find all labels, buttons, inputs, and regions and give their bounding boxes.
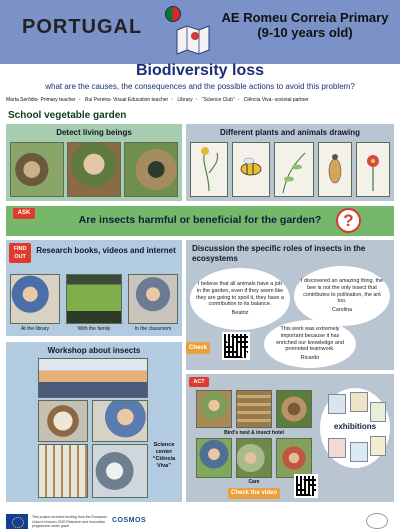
workshop-photo	[38, 400, 88, 442]
garden-photo	[67, 142, 121, 197]
workshop-photo	[38, 358, 148, 398]
check-video-button[interactable]: Check the video	[228, 488, 280, 499]
photo-caption: At the library	[20, 326, 50, 332]
drawing-photo	[356, 142, 390, 197]
panel-title	[36, 246, 176, 256]
partner-item: Ciência Viva- societal partner	[243, 97, 309, 103]
exhibitions-label: exhibitions	[333, 422, 377, 431]
panel-title: Workshop about insects	[47, 346, 141, 355]
funding-text: This project received funding from the European Union's Horizon 2020 Research and Innovation programme under grant	[32, 515, 107, 529]
find-out-line: FIND	[13, 246, 27, 252]
ask-question: Are insects harmful or beneficial for the garden?	[78, 214, 322, 226]
garden-photo	[10, 142, 64, 197]
research-photo	[66, 274, 122, 324]
quote-author: Beatriz	[231, 310, 249, 317]
cosmos-logo: COSMOS	[112, 517, 147, 524]
exhibition-card	[350, 442, 368, 462]
main-question: what are the causes, the consequences and the possible actions to avoid this problem?	[45, 82, 355, 91]
quote-bubble	[264, 320, 356, 368]
workshop-panel	[6, 342, 182, 502]
act-photo	[276, 438, 312, 478]
exhibition-card	[328, 438, 346, 458]
workshop-photo	[92, 400, 148, 442]
research-panel	[6, 240, 182, 336]
find-out-tag	[9, 243, 31, 263]
detect-living-beings-panel	[6, 124, 182, 201]
discussion-panel	[186, 240, 394, 370]
insect-drawing-icon	[319, 143, 351, 196]
quote-author: Ricardo	[300, 355, 320, 362]
quote-text: I believe that all animals have a job in the garden, even if they seem like they are going to spoil it, they have a contribution to its balance.	[196, 281, 284, 308]
question-mark-icon: ?	[336, 208, 361, 233]
eu-flag-icon	[6, 514, 28, 529]
find-out-line: OUT	[14, 254, 26, 260]
partner-item: Rui Pereira- Visual Education teacher	[84, 97, 169, 103]
drawing-photo	[318, 142, 352, 197]
workshop-photo	[38, 444, 88, 498]
act-panel	[186, 374, 394, 502]
partner-item: “Science Club”	[201, 97, 235, 103]
research-photo	[128, 274, 178, 324]
poster-header	[0, 0, 400, 64]
science-center-caption: Science center “Ciência Viva”	[152, 442, 176, 469]
school-name: AE Romeu Correia Primary (9-10 years old)	[221, 10, 389, 40]
photo-caption: Care	[248, 479, 260, 485]
drawing-photo	[232, 142, 270, 197]
act-photo	[196, 390, 232, 428]
quote-text: I discovered an amazing thing, the bee is not the only insect that contributes to pollination, the ant too.	[300, 278, 384, 305]
act-photo	[236, 390, 272, 428]
research-photo	[10, 274, 60, 324]
qr-code-icon[interactable]	[294, 474, 318, 498]
partner-item: Library	[177, 97, 193, 103]
footer	[0, 505, 400, 530]
bullet-icon: •	[171, 97, 173, 103]
plant-drawing-icon	[191, 143, 227, 196]
act-photo	[276, 390, 312, 428]
portugal-flag-icon	[165, 6, 181, 22]
drawings-panel	[186, 124, 394, 201]
exhibition-card	[328, 394, 346, 414]
bullet-icon: •	[78, 97, 81, 103]
ask-bar	[6, 206, 394, 236]
exhibition-card	[370, 402, 386, 422]
act-tag: ACT	[189, 377, 209, 387]
drawing-photo	[190, 142, 228, 197]
bullet-icon: •	[237, 97, 240, 103]
map-icon	[175, 22, 211, 56]
flower-drawing-icon	[357, 143, 389, 196]
panel-title: Different plants and animals drawing	[219, 128, 361, 137]
ask-tag: ASK	[13, 208, 35, 219]
bee-drawing-icon	[233, 143, 269, 196]
main-topic-title: Biodiversity loss	[135, 62, 265, 79]
photo-caption: With the family	[77, 326, 111, 332]
quote-bubble	[294, 266, 390, 326]
exhibition-card	[350, 392, 368, 412]
quote-text: This work was extremely important because it has enriched our knowledge and promoted teamwork.	[276, 326, 344, 353]
exhibition-card	[370, 436, 386, 456]
partner-logo-icon	[366, 513, 388, 529]
garden-photo	[124, 142, 178, 197]
exhibitions-circle	[320, 388, 390, 468]
partners-line	[6, 97, 398, 103]
photo-caption: Bird's nest & insect hotel	[224, 430, 284, 436]
research-title: Research books, videos and internet	[36, 246, 176, 255]
photo-caption: In the classroom	[134, 326, 172, 332]
bullet-icon: •	[195, 97, 198, 103]
panel-title: Detect living beings	[56, 128, 132, 137]
quote-bubble	[190, 268, 290, 330]
workshop-photo	[92, 444, 148, 498]
check-button[interactable]: Check	[186, 342, 210, 354]
panel-title: Discussion the specific roles of insects in the ecosystems	[192, 244, 366, 263]
country-title: PORTUGAL	[22, 16, 143, 38]
act-photo	[196, 438, 232, 478]
drawing-photo	[274, 142, 314, 197]
quote-author: Carolina	[331, 307, 353, 314]
qr-code-icon[interactable]	[222, 332, 250, 360]
partner-item: Marta Serôdio- Primary teacher	[6, 97, 76, 103]
plant-drawing-icon	[275, 143, 313, 196]
act-photo	[236, 438, 272, 478]
garden-section-heading: School vegetable garden	[8, 110, 127, 121]
